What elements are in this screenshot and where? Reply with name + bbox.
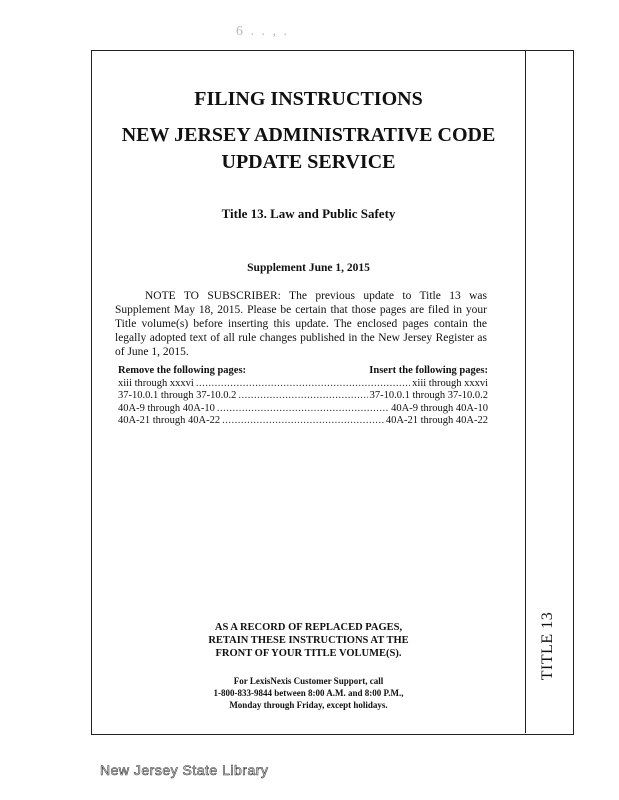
insert-pages-value: 37-10.0.1 through 37-10.0.2 xyxy=(369,390,488,401)
insert-pages-value: 40A-9 through 40A-10 xyxy=(391,402,488,414)
page-table-header xyxy=(118,365,488,378)
page-row xyxy=(118,415,488,428)
dot-leader xyxy=(222,415,384,428)
service-heading-line1: NEW JERSEY ADMINISTRATIVE CODE xyxy=(121,124,496,146)
subscriber-note xyxy=(115,289,487,359)
service-heading-line2: UPDATE SERVICE xyxy=(221,151,396,173)
subscriber-note-text: NOTE TO SUBSCRIBER: The previous update to Title 13 was Supplement May 18, 2015. Please be certain that those pages are filed in your Title volume(s) before inserting this update. The enclosed pages contain the legally adopted text of all rule changes published in the New Jersey Register as of June 1, 2015. xyxy=(115,290,487,358)
support-line3: Monday through Friday, except holidays. xyxy=(229,700,388,710)
insert-pages-heading: Insert the following pages: xyxy=(369,365,488,376)
record-line1: AS A RECORD OF REPLACED PAGES, xyxy=(214,622,403,633)
dot-leader xyxy=(217,403,389,416)
title-tab-label: TITLE 13 xyxy=(539,611,557,681)
record-line2: RETAIN THESE INSTRUCTIONS AT THE xyxy=(208,635,409,646)
dot-leader xyxy=(196,378,410,391)
insert-pages-value: xiii through xxxvi xyxy=(412,377,488,389)
page-row xyxy=(118,390,488,403)
filing-instructions-heading: FILING INSTRUCTIONS xyxy=(194,88,423,110)
page-row xyxy=(118,378,488,391)
remove-pages-value: 40A-9 through 40A-10 xyxy=(118,402,215,414)
support-line1: For LexisNexis Customer Support, call xyxy=(233,676,384,686)
remove-pages-heading: Remove the following pages: xyxy=(118,365,247,376)
library-watermark: New Jersey State Library xyxy=(100,762,269,778)
page-row xyxy=(118,403,488,416)
customer-support-info xyxy=(92,675,525,711)
title-tab xyxy=(528,606,568,686)
page-replacement-table xyxy=(118,365,488,428)
scan-artifact-mark: 6 . . , . xyxy=(236,24,289,39)
title-subject-heading: Title 13. Law and Public Safety xyxy=(221,206,396,221)
remove-pages-value: 37-10.0.1 through 37-10.0.2 xyxy=(118,390,237,401)
dot-leader xyxy=(238,390,367,403)
insert-pages-value: 40A-21 through 40A-22 xyxy=(385,415,488,426)
remove-pages-value: xiii through xxxvi xyxy=(118,377,194,389)
record-line3: FRONT OF YOUR TITLE VOLUME(S). xyxy=(215,648,402,659)
remove-pages-value: 40A-21 through 40A-22 xyxy=(118,415,221,426)
update-service-heading xyxy=(92,122,525,176)
record-retention-notice xyxy=(92,621,525,660)
supplement-date: Supplement June 1, 2015 xyxy=(247,262,370,274)
support-line2: 1-800-833-9844 between 8:00 A.M. and 8:00 P.M., xyxy=(213,688,404,698)
